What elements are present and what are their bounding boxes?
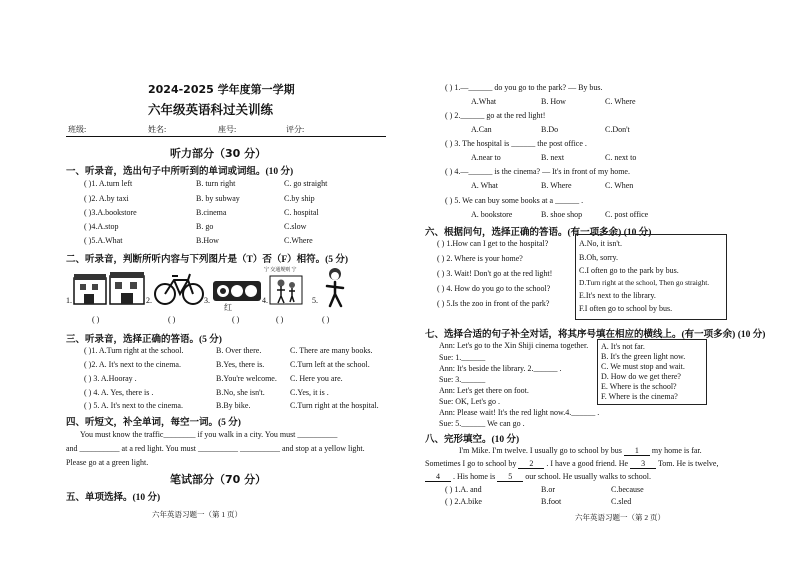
p5-q2-a: A.Can (471, 125, 492, 134)
right-page (397, 0, 794, 561)
p3-r3-c: C. Here you are. (290, 374, 343, 383)
p8-blank-2: 2 (518, 459, 544, 469)
info-name: 姓名: (148, 125, 167, 134)
part4-line2: and __________ at a red light. You must __________ __________ and stop at a yellow light. (66, 444, 365, 453)
p6-a: A.No, it isn't. (579, 239, 622, 248)
p1-r4-a: ( )4.A.stop (84, 222, 119, 231)
pic-paren-1: ( ) (92, 315, 100, 324)
p7-opt-a: A. It's not far. (601, 342, 645, 351)
p5-q3-b: B. next (541, 153, 565, 162)
p3-r1-c: C. There are many books. (290, 346, 373, 355)
p6-b: B.Oh, sorry. (579, 253, 619, 262)
p3-r5-a: ( ) 5. A. It's next to the cinema. (84, 401, 183, 410)
p7-opt-c: C. We must stop and wait. (601, 362, 685, 371)
traffic-light-icon (212, 280, 262, 302)
info-class: 班级: (68, 125, 87, 134)
p8-blank-3: 3 (630, 459, 656, 469)
p6-c: C.I often go to the park by bus. (579, 266, 679, 275)
written-title: 笔试部分（70 分） (170, 473, 267, 486)
p5-q4: ( ) 4.—______ is the cinema? — It's in front of my home. (445, 167, 630, 176)
p1-r5-c: C.Where (284, 236, 313, 245)
p6-f: F.I often go to school by bus. (579, 304, 673, 313)
p1-r4-b: B. go (196, 222, 214, 231)
p3-r2-b: B.Yes, there is. (216, 360, 265, 369)
p6-e: E.It's next to the library. (579, 291, 656, 300)
p3-r1-b: B. Over there. (216, 346, 262, 355)
p5-q1-c: C. Where (605, 97, 636, 106)
part4-header: 四、听短文，补全单词，每空一词。(5 分) (66, 418, 241, 428)
p5-q4-b: B. Where (541, 181, 572, 190)
p1-r5-b: B.How (196, 236, 219, 245)
info-seat: 座号: (218, 125, 237, 134)
p7-d3: Ann: It's beside the library. 2.______ . (439, 364, 562, 373)
pic-num-3: 3. (204, 296, 210, 305)
p3-r5-c: C.Turn right at the hospital. (290, 401, 379, 410)
p7-d6: Sue: OK, Let's go . (439, 397, 500, 406)
part5-header: 五、单项选择。(10 分) (66, 493, 161, 503)
p1-r3-c: C. hospital (284, 208, 319, 217)
p1-r3-b: B.cinema (196, 208, 227, 217)
p5-q5-a: A. bookstore (471, 210, 513, 219)
p8-r1-c: C.because (611, 485, 644, 494)
listening-title: 听力部分（30 分） (170, 147, 267, 160)
p7-d1: Ann: Let's go to the Xin Shiji cinema together. (439, 341, 589, 350)
p8-blank-1: 1 (624, 446, 650, 456)
p1-r2-a: ( )2. A.by taxi (84, 194, 129, 203)
p5-q1-a: A.What (471, 97, 497, 106)
p6-d: D.Turn right at the school, Then go straight. (579, 278, 710, 287)
p6-q5: ( ) 5.Is the zoo in front of the park? (437, 299, 550, 308)
p1-r3-a: ( )3.A.bookstore (84, 208, 137, 217)
boy-walking-icon (322, 266, 348, 308)
p1-r1-a: ( )1. A.turn left (84, 179, 133, 188)
part7-header: 七、选择合适的句子补全对话，将其序号填在相应的横线上。(有一项多余) (10 分) (425, 330, 766, 340)
p1-r2-b: B. by subway (196, 194, 240, 203)
p8-text-1: I'm Mike. I'm twelve. I usually go to school by bus (459, 446, 622, 455)
part3-header: 三、听录音，选择正确的答语。(5 分) (66, 335, 222, 345)
p6-q1: ( ) 1.How can I get to the hospital? (437, 239, 549, 248)
p7-opt-b: B. It's the green light now. (601, 352, 686, 361)
p3-r4-c: C.Yes, it is . (290, 388, 329, 397)
p8-text-1b: my home is far. (651, 446, 702, 455)
p5-q5-c: C. post office (605, 210, 649, 219)
p8-text-2: Sometimes I go to school by (425, 459, 517, 468)
p6-q2: ( ) 2. Where is your home? (437, 254, 523, 263)
p8-line2 (425, 459, 718, 469)
p8-text-3b: our school. He usually walks to school. (525, 472, 651, 481)
p1-r1-b: B. turn right (196, 179, 236, 188)
pic-paren-2: ( ) (168, 315, 176, 324)
p5-q2-c: C.Don't (605, 125, 630, 134)
pic3-label: 红 (224, 303, 232, 312)
p3-r4-b: B.No, she isn't. (216, 388, 265, 397)
info-score: 评分: (286, 125, 305, 134)
p5-q2: ( ) 2.______ go at the red light! (445, 111, 546, 120)
p8-r2-c: C.sled (611, 497, 632, 506)
p8-blank-4: 4 (425, 472, 451, 482)
p5-q1: ( ) 1.—______ do you go to the park? — By bus. (445, 83, 603, 92)
p6-q3: ( ) 3. Wait! Don't go at the red light! (437, 269, 553, 278)
p3-r5-b: B.By bike. (216, 401, 251, 410)
p3-r2-c: C.Turn left at the school. (290, 360, 370, 369)
p8-r1-a: ( ) 1.A. and (445, 485, 482, 494)
p8-text-2c: Tom. He is twelve, (657, 459, 719, 468)
pic-num-5: 5. (312, 296, 318, 305)
p7-opt-d: D. How do we get there? (601, 372, 681, 381)
p7-opt-e: E. Where is the school? (601, 382, 677, 391)
pic-num-1: 1. (66, 296, 72, 305)
p5-q3: ( ) 3. The hospital is ______ the post office . (445, 139, 587, 148)
p5-q5: ( ) 5. We can buy some books at a ______ . (445, 196, 584, 205)
pic-paren-5: ( ) (322, 315, 330, 324)
p8-text-3: . His home is (453, 472, 496, 481)
p7-d8: Sue: 5.______ We can go . (439, 419, 525, 428)
pic-paren-4: ( ) (276, 315, 284, 324)
p3-r3-a: ( ) 3. A.Hooray . (84, 374, 137, 383)
p8-text-2b: . I have a good friend. He (546, 459, 629, 468)
p6-q4: ( ) 4. How do you go to the school? (437, 284, 551, 293)
p7-opt-f: F. Where is the cinema? (601, 392, 678, 401)
pic-num-4: 4. (262, 296, 268, 305)
p8-line3 (425, 472, 651, 482)
p1-r1-c: C. go straight (284, 179, 328, 188)
p3-r2-a: ( )2. A. It's next to the cinema. (84, 360, 181, 369)
p5-q2-b: B.Do (541, 125, 559, 134)
part6-header: 六、根据问句，选择正确的答语。(有一项多余) (10 分) (425, 228, 652, 238)
p7-d4: Sue: 3.______ (439, 375, 486, 384)
part4-line1: You must know the traffic________ if you walk in a city. You must __________ (80, 430, 338, 439)
p8-r2-a: ( ) 2.A.bike (445, 497, 482, 506)
info-divider (66, 136, 386, 137)
p5-q3-a: A.near to (471, 153, 501, 162)
p5-q4-c: C. When (605, 181, 634, 190)
p5-q4-a: A. What (471, 181, 498, 190)
bicycle-icon (154, 270, 204, 306)
p7-d2: Sue: 1.______ (439, 353, 486, 362)
part2-header: 二、听录音，判断所听内容与下列图片是（T）否（F）相符。(5 分) (66, 255, 349, 265)
p1-r4-c: C.slow (284, 222, 307, 231)
p5-q1-b: B. How (541, 97, 566, 106)
kids-crossing-icon (268, 274, 304, 306)
p7-d5: Ann: Let's get there on foot. (439, 386, 529, 395)
p8-r2-b: B.foot (541, 497, 562, 506)
p3-r3-b: B.You're welcome. (216, 374, 277, 383)
p8-r1-b: B.or (541, 485, 555, 494)
main-title: 六年级英语科过关训练 (148, 102, 274, 117)
p3-r1-a: ( )1. A.Turn right at the school. (84, 346, 184, 355)
pic-num-2: 2. (146, 296, 152, 305)
p7-d7: Ann: Please wait! It's the red light now.4.______ . (439, 408, 600, 417)
buildings-icon (72, 268, 146, 306)
part8-header: 八、完形填空。(10 分) (425, 435, 520, 445)
part1-header: 一、听录音，选出句子中所听到的单词或词组。(10 分) (66, 167, 294, 177)
p3-r4-a: ( ) 4. A. Yes, there is . (84, 388, 154, 397)
p5-q5-b: B. shoe shop (541, 210, 583, 219)
pic-paren-3: ( ) (232, 315, 240, 324)
p8-line1 (459, 446, 702, 456)
left-footer: 六年英语习题一（第 1 页） (152, 510, 242, 519)
p5-q3-c: C. next to (605, 153, 637, 162)
pic4-sign: 宁 交通规则 宁 (264, 268, 297, 273)
year-title: 2024-2025 学年度第一学期 (148, 83, 295, 96)
p1-r5-a: ( )5.A.What (84, 236, 123, 245)
p8-blank-5: 5 (497, 472, 523, 482)
p1-r2-c: C.by ship (284, 194, 315, 203)
right-footer: 六年英语习题一（第 2 页） (575, 513, 665, 522)
part4-line3: Please go at a green light. (66, 458, 149, 467)
